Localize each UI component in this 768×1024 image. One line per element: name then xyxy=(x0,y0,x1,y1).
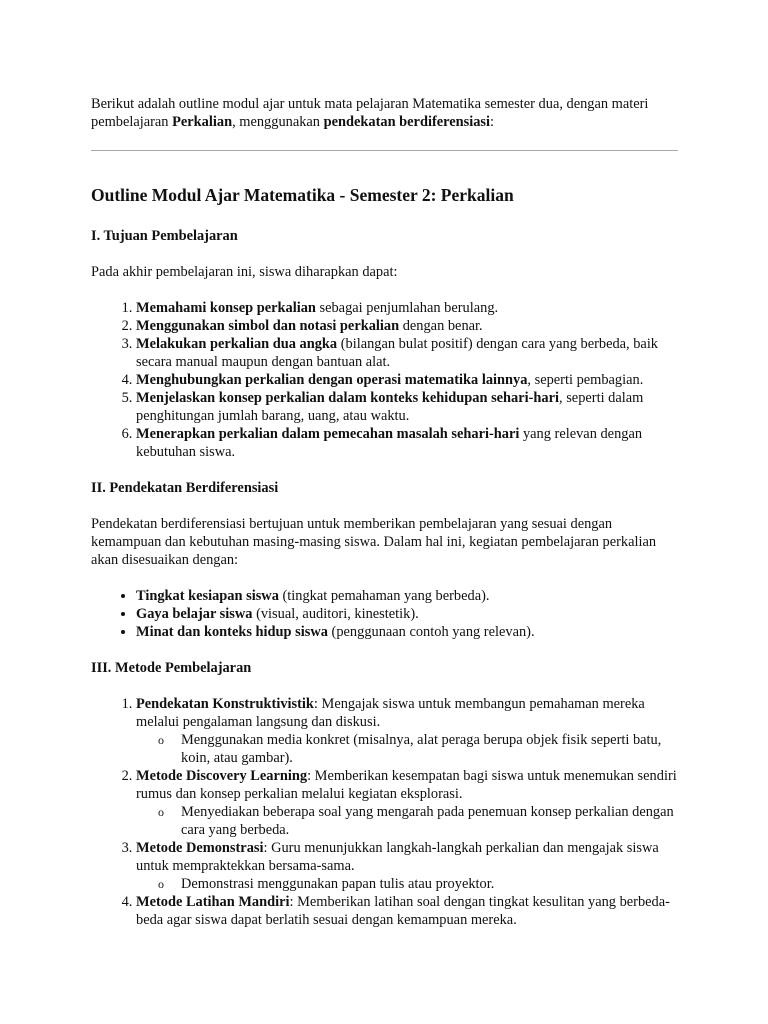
sub-list xyxy=(136,803,681,839)
differentiation-list xyxy=(91,587,681,641)
sub-list-item-text: Menyediakan beberapa soal yang mengarah pada penemuan konsep perkalian dengan cara yang berbeda. xyxy=(181,804,674,838)
section-heading-tujuan: I. Tujuan Pembelajaran xyxy=(91,228,238,244)
list-item xyxy=(136,317,681,335)
list-item-bold: Tingkat kesiapan siswa xyxy=(136,588,279,604)
list-item xyxy=(136,695,681,767)
list-item-bold: Metode Latihan Mandiri xyxy=(136,894,290,910)
intro-bold-1: Perkalian xyxy=(172,114,233,130)
sub-list-item xyxy=(158,731,681,767)
section-lead-pendekatan: Pendekatan berdiferensiasi bertujuan untuk memberikan pembelajaran yang sesuai dengan kemampuan dan kebutuhan masing-masing siswa. Dalam hal ini, kegiatan pembelajaran perkalian akan disesuaikan dengan: xyxy=(91,516,657,568)
list-item-bold: Menjelaskan konsep perkalian dalam konteks kehidupan sehari-hari xyxy=(136,390,560,406)
list-item-bold: Menerapkan perkalian dalam pemecahan masalah sehari-hari xyxy=(136,426,520,442)
list-item xyxy=(136,335,681,371)
section-heading-pendekatan: II. Pendekatan Berdiferensiasi xyxy=(91,480,279,496)
sub-list xyxy=(136,875,681,893)
list-item-text: dengan benar. xyxy=(399,318,483,334)
sub-list-item xyxy=(158,803,681,839)
list-item xyxy=(136,425,681,461)
list-item-text: , seperti dalam penghitungan jumlah barang, uang, atau waktu. xyxy=(136,390,644,424)
list-item-text: yang relevan dengan kebutuhan siswa. xyxy=(136,426,643,460)
list-item-bold: Metode Discovery Learning xyxy=(136,768,308,784)
list-item-text: (visual, auditori, kinestetik). xyxy=(252,606,419,622)
list-item-bold: Gaya belajar siswa xyxy=(136,606,253,622)
list-item-bold: Minat dan konteks hidup siswa xyxy=(136,624,328,640)
list-item xyxy=(136,767,681,839)
list-item-bold: Menghubungkan perkalian dengan operasi matematika lainnya xyxy=(136,372,528,388)
list-item-text: (bilangan bulat positif) dengan cara yang berbeda, baik secara manual maupun dengan bantuan alat. xyxy=(136,336,659,370)
list-item xyxy=(136,839,681,893)
list-item xyxy=(136,623,681,641)
circle-bullet-icon: o xyxy=(158,877,164,891)
list-item-text: , seperti pembagian. xyxy=(527,372,644,388)
methods-list xyxy=(91,695,681,929)
list-item-text: : Memberikan kesempatan bagi siswa untuk menemukan sendiri rumus dan konsep perkalian melalui kegiatan eksplorasi. xyxy=(136,768,677,802)
list-item-bold: Menggunakan simbol dan notasi perkalian xyxy=(136,318,400,334)
list-item xyxy=(136,299,681,317)
list-item-bold: Memahami konsep perkalian xyxy=(136,300,316,316)
intro-text-1: Berikut adalah outline modul ajar untuk mata pelajaran Matematika semester dua, dengan materi pembelajaran xyxy=(91,96,649,130)
list-item-text: : Memberikan latihan soal dengan tingkat kesulitan yang berbeda-beda agar siswa dapat berlatih sesuai dengan kemampuan mereka. xyxy=(136,894,670,928)
list-item xyxy=(136,587,681,605)
intro-text-3: : xyxy=(490,114,495,130)
circle-bullet-icon: o xyxy=(158,733,164,747)
list-item-bold: Pendekatan Konstruktivistik xyxy=(136,696,314,712)
objectives-list xyxy=(91,299,681,461)
section-heading-metode: III. Metode Pembelajaran xyxy=(91,660,252,676)
list-item xyxy=(136,371,681,389)
list-item xyxy=(136,605,681,623)
intro-paragraph xyxy=(91,95,681,131)
list-item-text: sebagai penjumlahan berulang. xyxy=(315,300,499,316)
document-page xyxy=(91,95,681,947)
horizontal-divider xyxy=(91,150,678,151)
list-item-text: (penggunaan contoh yang relevan). xyxy=(327,624,535,640)
document-title: Outline Modul Ajar Matematika - Semester 2: Perkalian xyxy=(91,185,514,205)
list-item xyxy=(136,893,681,929)
intro-bold-2: pendekatan berdiferensiasi xyxy=(323,114,491,130)
list-item-text: (tingkat pemahaman yang berbeda). xyxy=(278,588,490,604)
sub-list-item-text: Demonstrasi menggunakan papan tulis atau proyektor. xyxy=(181,876,495,892)
sub-list xyxy=(136,731,681,767)
section-lead-tujuan: Pada akhir pembelajaran ini, siswa diharapkan dapat: xyxy=(91,264,398,280)
list-item xyxy=(136,389,681,425)
list-item-text: : Mengajak siswa untuk membangun pemahaman mereka melalui pengalaman langsung dan diskusi. xyxy=(136,696,645,730)
list-item-text: : Guru menunjukkan langkah-langkah perkalian dan mengajak siswa untuk mempraktekkan bersama-sama. xyxy=(136,840,659,874)
circle-bullet-icon: o xyxy=(158,805,164,819)
list-item-bold: Metode Demonstrasi xyxy=(136,840,264,856)
intro-text-2: , menggunakan xyxy=(232,114,324,130)
sub-list-item-text: Menggunakan media konkret (misalnya, alat peraga berupa objek fisik seperti batu, koin, atau gambar). xyxy=(181,732,662,766)
sub-list-item xyxy=(158,875,681,893)
list-item-bold: Melakukan perkalian dua angka xyxy=(136,336,338,352)
